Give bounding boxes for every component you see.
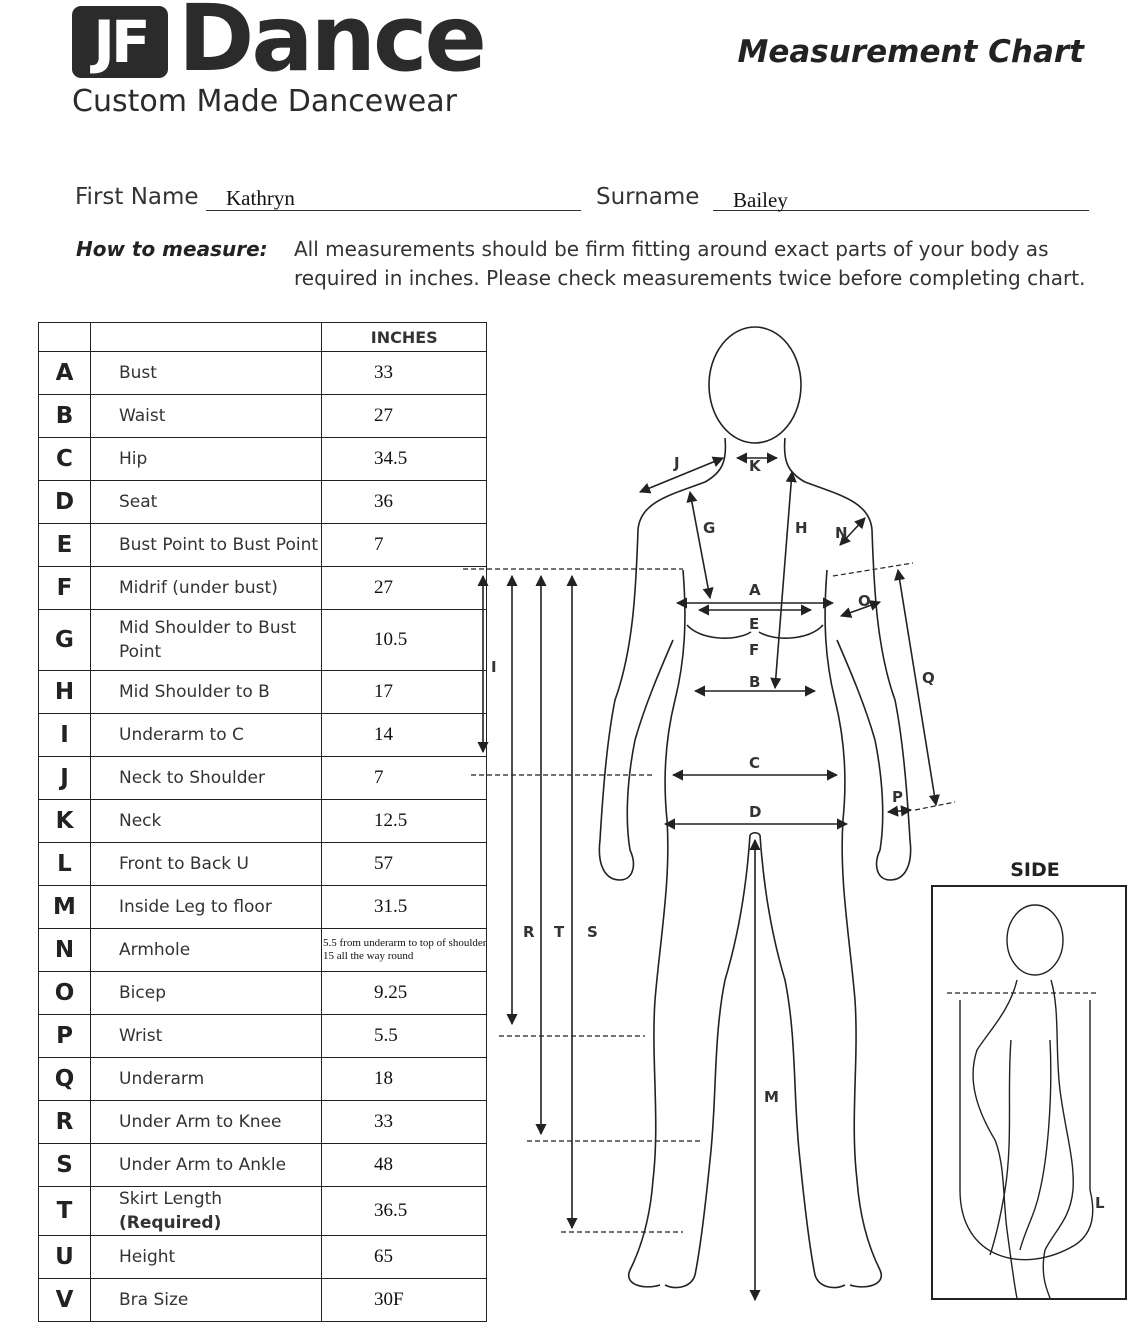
row-label [91,1187,322,1236]
row-value[interactable]: 30F [322,1279,487,1322]
row-label-text: Under Arm to Knee [119,1112,282,1132]
armhole-note-2: 15 all the way round [323,950,414,962]
row-letter: P [39,1015,91,1058]
row-label [91,1236,322,1279]
side-view-label: SIDE [1010,859,1060,881]
label-k: K [749,457,761,475]
row-label [91,1058,322,1101]
row-label-text: Neck [119,811,162,831]
row-label-text: Bicep [119,983,166,1003]
label-j: J [674,454,680,472]
row-label [91,972,322,1015]
first-name-label: First Name [75,184,199,210]
row-letter: G [39,610,91,671]
table-row [39,1279,487,1322]
row-value[interactable]: 18 [322,1058,487,1101]
label-a: A [749,581,761,599]
label-o: O [858,592,871,610]
row-label-text: Height [119,1247,176,1267]
row-letter: O [39,972,91,1015]
table-row [39,929,487,972]
table-row [39,800,487,843]
row-label [91,886,322,929]
label-b: B [749,673,761,691]
table-row [39,843,487,886]
label-e: E [749,615,760,633]
row-letter: I [39,714,91,757]
how-to-measure-text: All measurements should be firm fitting around exact parts of your body as required in inches. Please check measurements twice before completing chart. [294,237,1086,290]
label-q: Q [922,669,935,687]
row-label-text: Armhole [119,940,191,960]
table-row [39,1015,487,1058]
row-letter: Q [39,1058,91,1101]
row-value[interactable]: 14 [322,714,487,757]
table-row [39,886,487,929]
row-label-text: Bust [119,363,157,383]
label-s: S [587,923,598,941]
measurement-table [38,322,487,1322]
row-label-text: Waist [119,406,166,426]
row-label-text: Mid Shoulder to B [119,682,270,702]
table-row [39,1187,487,1236]
row-letter: V [39,1279,91,1322]
row-label [91,1015,322,1058]
armhole-note-1: 5.5 from underarm to top of shoulder [323,937,487,949]
row-value[interactable]: 10.5 [322,610,487,671]
logo-mark: JF [72,6,168,78]
label-t: T [554,923,565,941]
row-letter: K [39,800,91,843]
row-letter: A [39,352,91,395]
row-label-text: Underarm [119,1069,205,1089]
header-name-cell [91,323,322,352]
table-row [39,1236,487,1279]
surname-label: Surname [596,184,700,210]
table-row [39,1101,487,1144]
unit-header: INCHES [322,323,487,352]
row-label-text: Mid Shoulder to Bust Point [119,618,297,662]
row-label [91,481,322,524]
label-i: I [491,658,497,676]
row-label [91,714,322,757]
table-row [39,714,487,757]
row-value[interactable]: 33 [322,352,487,395]
row-letter: C [39,438,91,481]
logo-wordmark: Dance [178,0,484,92]
label-p: P [892,788,903,806]
row-letter: L [39,843,91,886]
row-label [91,524,322,567]
row-letter: E [39,524,91,567]
row-label-text: Under Arm to Ankle [119,1155,287,1175]
row-label [91,567,322,610]
row-label-text: Skirt Length [119,1189,223,1209]
row-label [91,800,322,843]
page-title: Measurement Chart [737,34,1084,70]
row-label [91,757,322,800]
first-name-value[interactable]: Kathryn [226,186,295,210]
row-value[interactable]: 7 [322,757,487,800]
row-label-text: Bra Size [119,1290,189,1310]
table-row [39,438,487,481]
label-l: L [1095,1194,1105,1212]
row-label [91,395,322,438]
label-h: H [795,519,808,537]
row-label [91,1144,322,1187]
label-g: G [703,519,716,537]
row-letter: D [39,481,91,524]
row-value[interactable]: 33 [322,1101,487,1144]
row-value[interactable]: 48 [322,1144,487,1187]
row-label [91,610,322,671]
table-row [39,757,487,800]
row-label [91,438,322,481]
row-label [91,352,322,395]
row-letter: B [39,395,91,438]
table-row [39,972,487,1015]
row-label-text: Inside Leg to floor [119,897,272,917]
label-d: D [749,803,762,821]
row-letter: R [39,1101,91,1144]
row-value[interactable]: 17 [322,671,487,714]
row-letter: S [39,1144,91,1187]
row-label-text: Midrif (under bust) [119,578,278,598]
table-row [39,567,487,610]
row-label [91,929,322,972]
row-letter: M [39,886,91,929]
table-row [39,524,487,567]
row-label-text: Front to Back U [119,854,249,874]
row-label [91,843,322,886]
table-row [39,481,487,524]
table-row [39,1144,487,1187]
label-m: M [764,1088,779,1106]
table-row [39,671,487,714]
row-value[interactable]: 12.5 [322,800,487,843]
row-label [91,671,322,714]
table-row [39,352,487,395]
row-label-text: Neck to Shoulder [119,768,265,788]
logo-tagline: Custom Made Dancewear [72,84,457,119]
row-value[interactable]: 7 [322,524,487,567]
label-c: C [749,754,761,772]
row-letter: H [39,671,91,714]
label-f: F [749,641,760,659]
row-value[interactable]: 36.5 [322,1187,487,1236]
row-label [91,1279,322,1322]
label-n: N [835,524,848,542]
table-row [39,395,487,438]
surname-value[interactable]: Bailey [733,188,788,212]
row-value[interactable]: 5.5 [322,1015,487,1058]
row-value[interactable]: 34.5 [322,438,487,481]
row-letter: U [39,1236,91,1279]
row-value[interactable]: 9.25 [322,972,487,1015]
row-label [91,1101,322,1144]
row-letter: J [39,757,91,800]
row-letter: T [39,1187,91,1236]
row-value[interactable]: 27 [322,567,487,610]
table-header-row [39,323,487,352]
header-letter-cell [39,323,91,352]
row-label-text: Seat [119,492,158,512]
table-row [39,610,487,671]
row-value[interactable]: 36 [322,481,487,524]
required-note: (Required) [119,1213,222,1233]
how-to-measure-label: How to measure: [76,237,268,261]
row-value[interactable]: 31.5 [322,886,487,929]
table-row [39,1058,487,1101]
row-label-text: Underarm to C [119,725,244,745]
label-r: R [523,923,535,941]
row-label-text: Wrist [119,1026,163,1046]
body-diagram [455,320,1145,1330]
row-letter: F [39,567,91,610]
side-view-diagram [932,859,1126,1299]
row-value[interactable]: 57 [322,843,487,886]
row-value[interactable]: 65 [322,1236,487,1279]
row-label-text: Hip [119,449,148,469]
row-letter: N [39,929,91,972]
row-label-text: Bust Point to Bust Point [119,535,319,555]
row-value[interactable]: 27 [322,395,487,438]
